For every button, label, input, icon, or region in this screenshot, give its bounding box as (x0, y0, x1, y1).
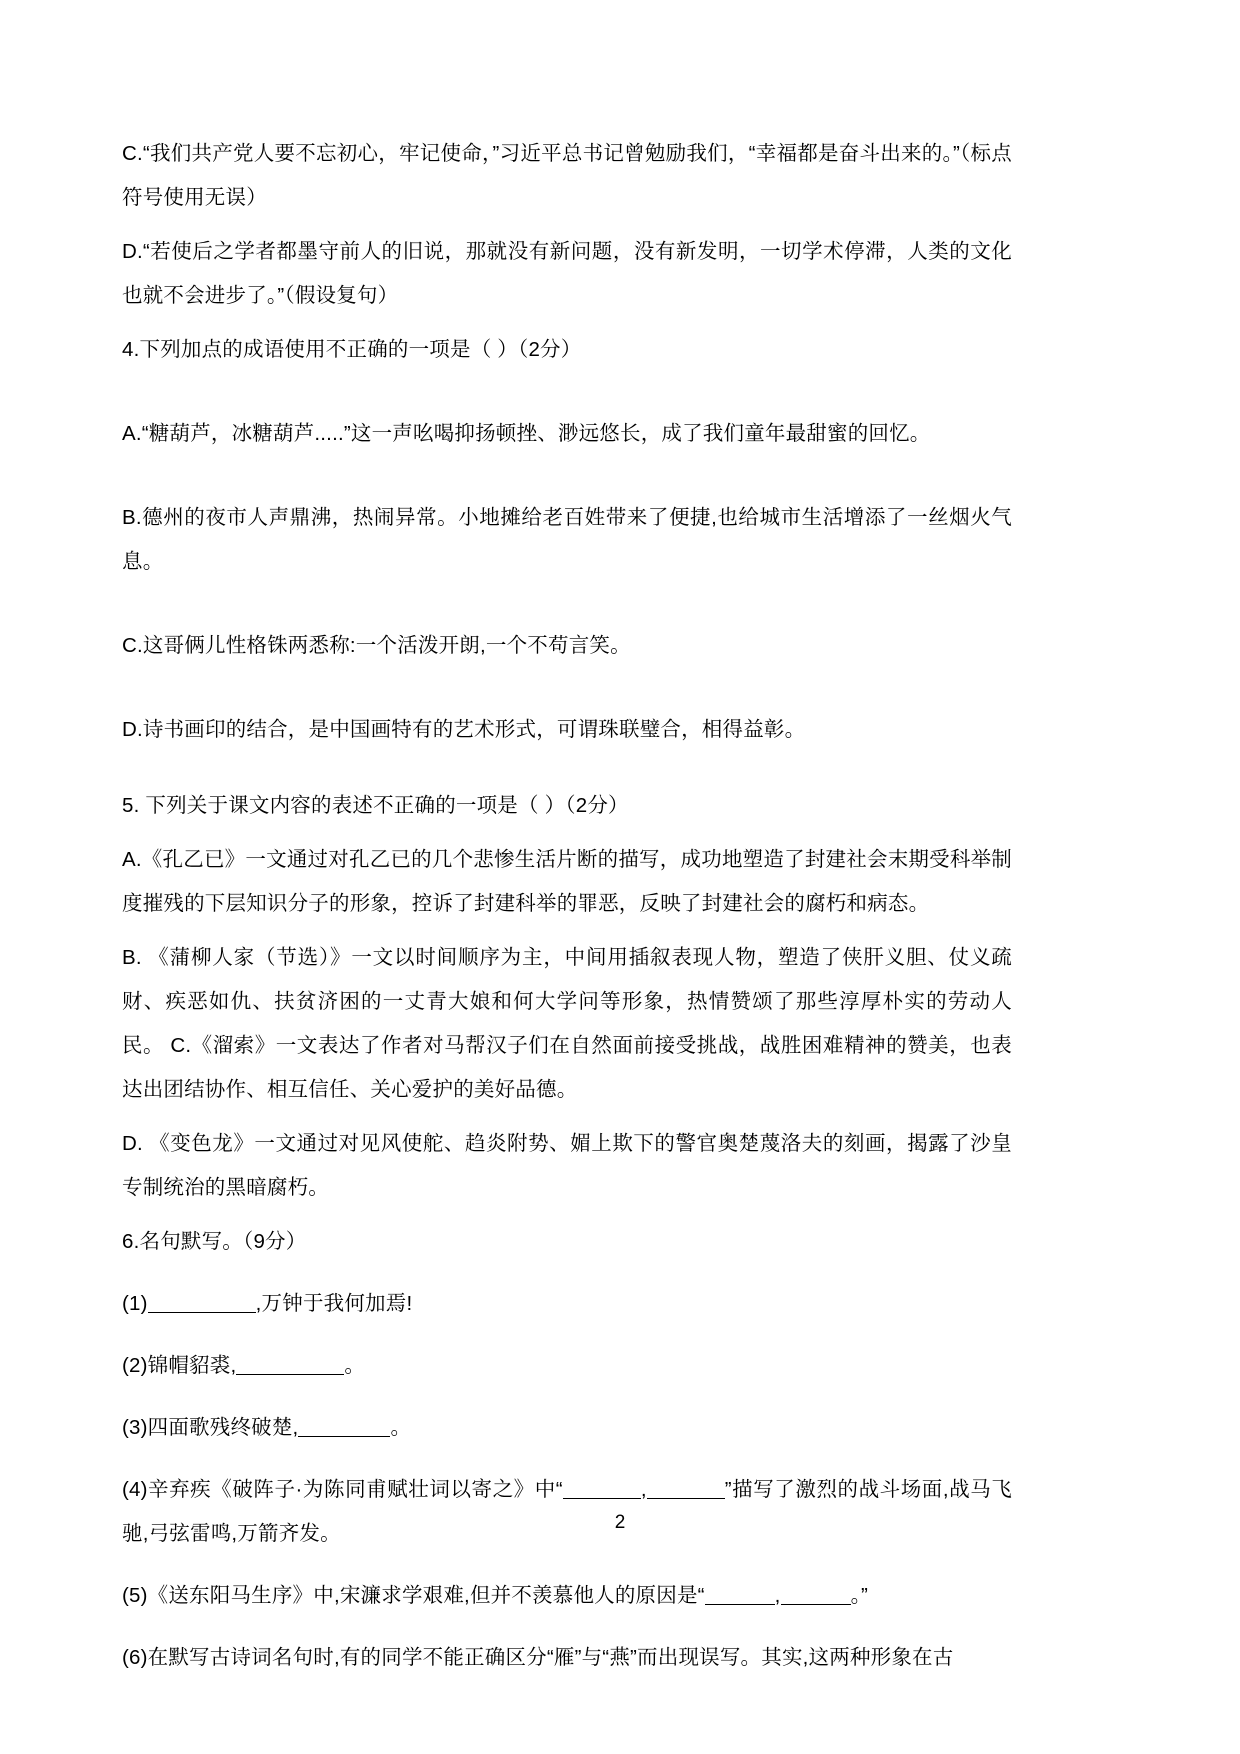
fill-blank-item-3-prefix: (3)四面歌残终破楚, (122, 1416, 299, 1439)
question-4-option-d: D.诗书画印的结合，是中国画特有的艺术形式，可谓珠联璧合，相得益彰。 (122, 718, 806, 741)
question-3-option-c: C.“我们共产党人要不忘初心，牢记使命，”习近平总书记曾勉励我们，“幸福都是奋斗出来的。”（标点符号使用无误） (122, 142, 1012, 209)
question-4-stem: 4.下列加点的成语使用不正确的一项是（ ）（2分） (122, 338, 582, 361)
fill-blank-item-5-suffix: 。” (850, 1584, 869, 1607)
answer-blank[interactable] (705, 1587, 775, 1605)
question-5-option-d: D. 《变色龙》一文通过对见风使舵、趋炎附势、媚上欺下的警官奥楚蔑洛夫的刻画，揭露了沙皇专制统治的黑暗腐朽。 (122, 1132, 1012, 1199)
fill-blank-item-4-suffix: ”描写了激烈的战斗场面,战马飞驰,弓弦雷鸣,万箭齐发。 (122, 1478, 1012, 1545)
fill-blank-item-1 (122, 1282, 1012, 1326)
question-5-option-a: A.《孔乙已》一文通过对孔乙已的几个悲惨生活片断的描写，成功地塑造了封建社会末期受科举制度摧残的下层知识分子的形象，控诉了封建科举的罪恶，反映了封建社会的腐朽和病态。 (122, 848, 1012, 915)
fill-blank-item-6: (6)在默写古诗词名句时,有的同学不能正确区分“雁”与“燕”而出现误写。其实,这两种形象在古 (122, 1646, 954, 1669)
question-6-stem: 6.名句默写。（9分） (122, 1230, 307, 1253)
question-5-option-b: B. 《蒲柳人家（节选）》一文以时间顺序为主，中间用插叙表现人物，塑造了侠肝义胆、仗义疏财、疾恶如仇、扶贫济困的一丈青大娘和何大学问等形象，热情赞颂了那些淳厚朴实的劳动人民。 C.《溜索》一文表达了作者对马帮汉子们在自然面前接受挑战，战胜困难精神的赞美，也表达出团结协作、相互信任、关心爱护的美好品德。 (122, 946, 1012, 1101)
fill-blank-item-5-middle: , (774, 1584, 781, 1607)
fill-blank-item-1-suffix: ,万钟于我何加焉! (255, 1292, 413, 1315)
fill-blank-item-2 (122, 1344, 1012, 1388)
answer-blank[interactable] (298, 1419, 390, 1437)
fill-blank-item-4-prefix: (4)辛弃疾《破阵子·为陈同甫赋壮词以寄之》中“ (122, 1478, 563, 1501)
fill-blank-item-3-suffix: 。 (390, 1416, 412, 1439)
answer-blank[interactable] (647, 1481, 725, 1499)
fill-blank-item-3 (122, 1406, 1012, 1450)
answer-blank[interactable] (148, 1295, 256, 1313)
page-number: 2 (614, 1512, 626, 1533)
question-4-option-b: B.德州的夜市人声鼎沸，热闹异常。小地摊给老百姓带来了便捷,也给城市生活增添了一丝烟火气息。 (122, 506, 1012, 573)
fill-blank-item-4-middle: , (640, 1478, 647, 1501)
question-5-stem: 5. 下列关于课文内容的表述不正确的一项是（ ）（2分） (122, 794, 629, 817)
answer-blank[interactable] (236, 1357, 344, 1375)
page-content (122, 132, 1012, 1680)
fill-blank-item-5-prefix: (5)《送东阳马生序》中,宋濂求学艰难,但并不羡慕他人的原因是“ (122, 1584, 705, 1607)
question-4-option-a: A.“糖葫芦，冰糖葫芦.....”这一声吆喝抑扬顿挫、渺远悠长，成了我们童年最甜蜜的回忆。 (122, 422, 931, 445)
question-4-option-c: C.这哥俩儿性格铢两悉称:一个活泼开朗,一个不苟言笑。 (122, 634, 631, 657)
question-3-option-d: D.“若使后之学者都墨守前人的旧说，那就没有新问题，没有新发明，一切学术停滞，人类的文化也就不会进步了。”（假设复句） (122, 240, 1012, 307)
fill-blank-item-2-suffix: 。 (344, 1354, 366, 1377)
fill-blank-item-1-prefix: (1) (122, 1292, 148, 1315)
answer-blank[interactable] (563, 1481, 641, 1499)
fill-blank-item-2-prefix: (2)锦帽貂裘, (122, 1354, 237, 1377)
answer-blank[interactable] (781, 1587, 851, 1605)
fill-blank-item-5 (122, 1574, 1012, 1618)
